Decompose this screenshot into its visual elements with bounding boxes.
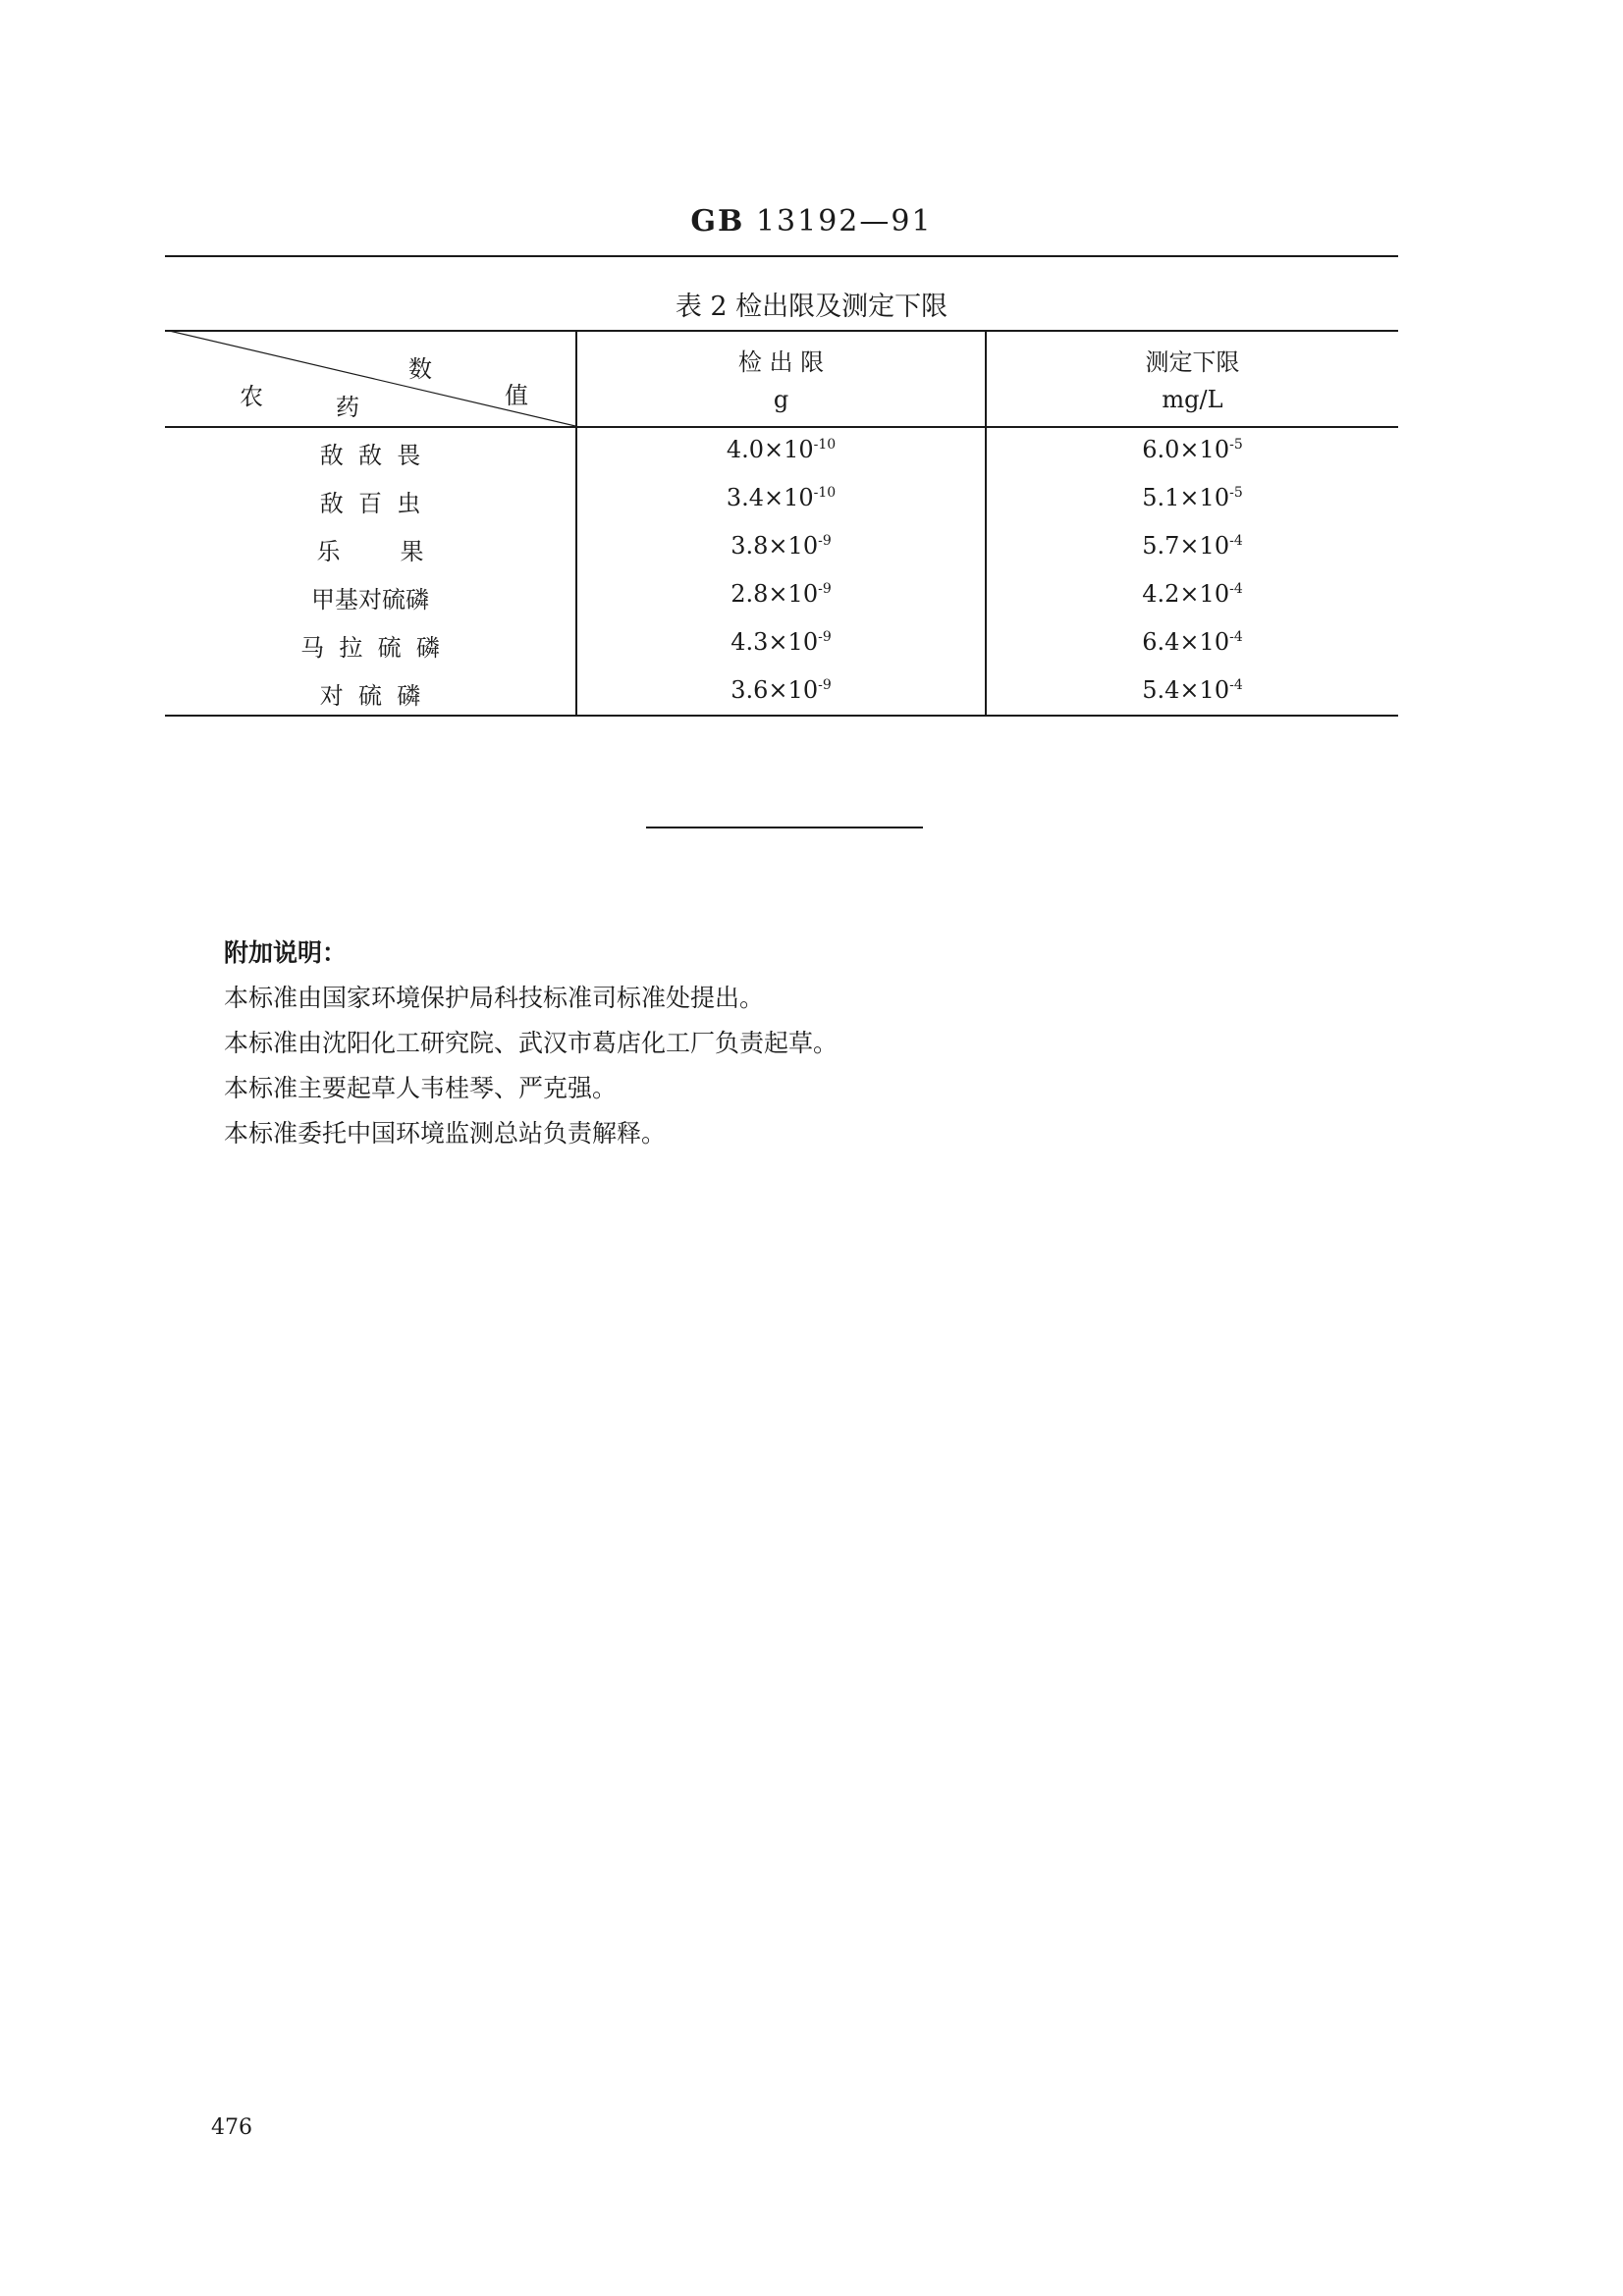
column-header-loq <box>987 344 1398 418</box>
loq-mantissa: 5.4×10 <box>1142 676 1230 704</box>
loq-exponent: -4 <box>1229 629 1243 645</box>
lod-exponent: -9 <box>818 629 832 645</box>
lod-mantissa: 4.3×10 <box>730 628 819 656</box>
standard-code: 13192—91 <box>755 204 933 239</box>
table-row-loq <box>987 676 1398 704</box>
lod-mantissa: 2.8×10 <box>730 580 819 608</box>
table-row-lod <box>577 676 985 704</box>
corner-top-label: 数 <box>408 355 432 383</box>
table-row-name: 敌 敌 畏 <box>319 442 421 469</box>
column-header-lod-label: 检 出 限 <box>737 348 825 376</box>
table-bottom-rule <box>165 715 1398 717</box>
column-header-lod-unit: g <box>773 386 789 413</box>
column-header-lod <box>577 344 985 418</box>
table-row-name: 敌 百 虫 <box>319 490 421 517</box>
loq-mantissa: 5.1×10 <box>1142 484 1230 511</box>
loq-mantissa: 6.0×10 <box>1142 436 1230 463</box>
notes-line: 本标准由沈阳化工研究院、武汉市葛店化工厂负责起草。 <box>224 1029 839 1057</box>
table-row-loq <box>987 532 1398 560</box>
table-row-loq <box>987 436 1398 463</box>
standard-number <box>0 204 1623 239</box>
lod-mantissa: 3.4×10 <box>726 484 814 511</box>
table-row-name: 乐 果 <box>316 538 424 565</box>
table-header-rule <box>165 426 1398 428</box>
table-row-lod <box>577 580 985 608</box>
notes-line: 本标准主要起草人韦桂琴、严克强。 <box>224 1074 618 1102</box>
header-rule <box>165 255 1398 257</box>
page-number: 476 <box>211 2115 252 2140</box>
loq-mantissa: 4.2×10 <box>1142 580 1230 608</box>
corner-left-label: 农 <box>240 383 263 410</box>
column-header-loq-label: 测定下限 <box>1145 348 1240 376</box>
loq-exponent: -4 <box>1229 581 1243 597</box>
table-row-name: 甲基对硫磷 <box>311 586 429 614</box>
additional-notes <box>224 931 838 1156</box>
lod-exponent: -10 <box>813 437 837 453</box>
loq-mantissa: 6.4×10 <box>1142 628 1230 656</box>
table-row-name: 对 硫 磷 <box>319 682 421 710</box>
lod-mantissa: 3.8×10 <box>730 532 819 560</box>
loq-mantissa: 5.7×10 <box>1142 532 1230 560</box>
loq-exponent: -5 <box>1229 437 1243 453</box>
table-row-lod <box>577 628 985 656</box>
notes-line: 本标准委托中国环境监测总站负责解释。 <box>224 1119 667 1148</box>
lod-mantissa: 4.0×10 <box>726 436 814 463</box>
lod-exponent: -10 <box>813 485 837 501</box>
corner-bottom-label: 药 <box>336 394 359 421</box>
column-header-loq-unit: mg/L <box>1162 386 1223 413</box>
lod-mantissa: 3.6×10 <box>730 676 819 704</box>
lod-exponent: -9 <box>818 581 832 597</box>
lod-exponent: -9 <box>818 677 832 693</box>
end-rule <box>646 827 923 828</box>
corner-top-right-label: 值 <box>505 382 528 409</box>
loq-exponent: -4 <box>1229 677 1243 693</box>
table-row-lod <box>577 532 985 560</box>
table-row-lod <box>577 484 985 511</box>
table-row-lod <box>577 436 985 463</box>
loq-exponent: -4 <box>1229 533 1243 549</box>
table-caption: 表 2 检出限及测定下限 <box>675 292 948 322</box>
table-row-loq <box>987 580 1398 608</box>
notes-title: 附加说明： <box>224 938 348 967</box>
table-row-name: 马 拉 硫 磷 <box>300 634 440 662</box>
lod-exponent: -9 <box>818 533 832 549</box>
loq-exponent: -5 <box>1229 485 1243 501</box>
table-row-loq <box>987 484 1398 511</box>
notes-line: 本标准由国家环境保护局科技标准司标准处提出。 <box>224 984 765 1012</box>
table-row-loq <box>987 628 1398 656</box>
standard-prefix: GB <box>690 204 745 239</box>
